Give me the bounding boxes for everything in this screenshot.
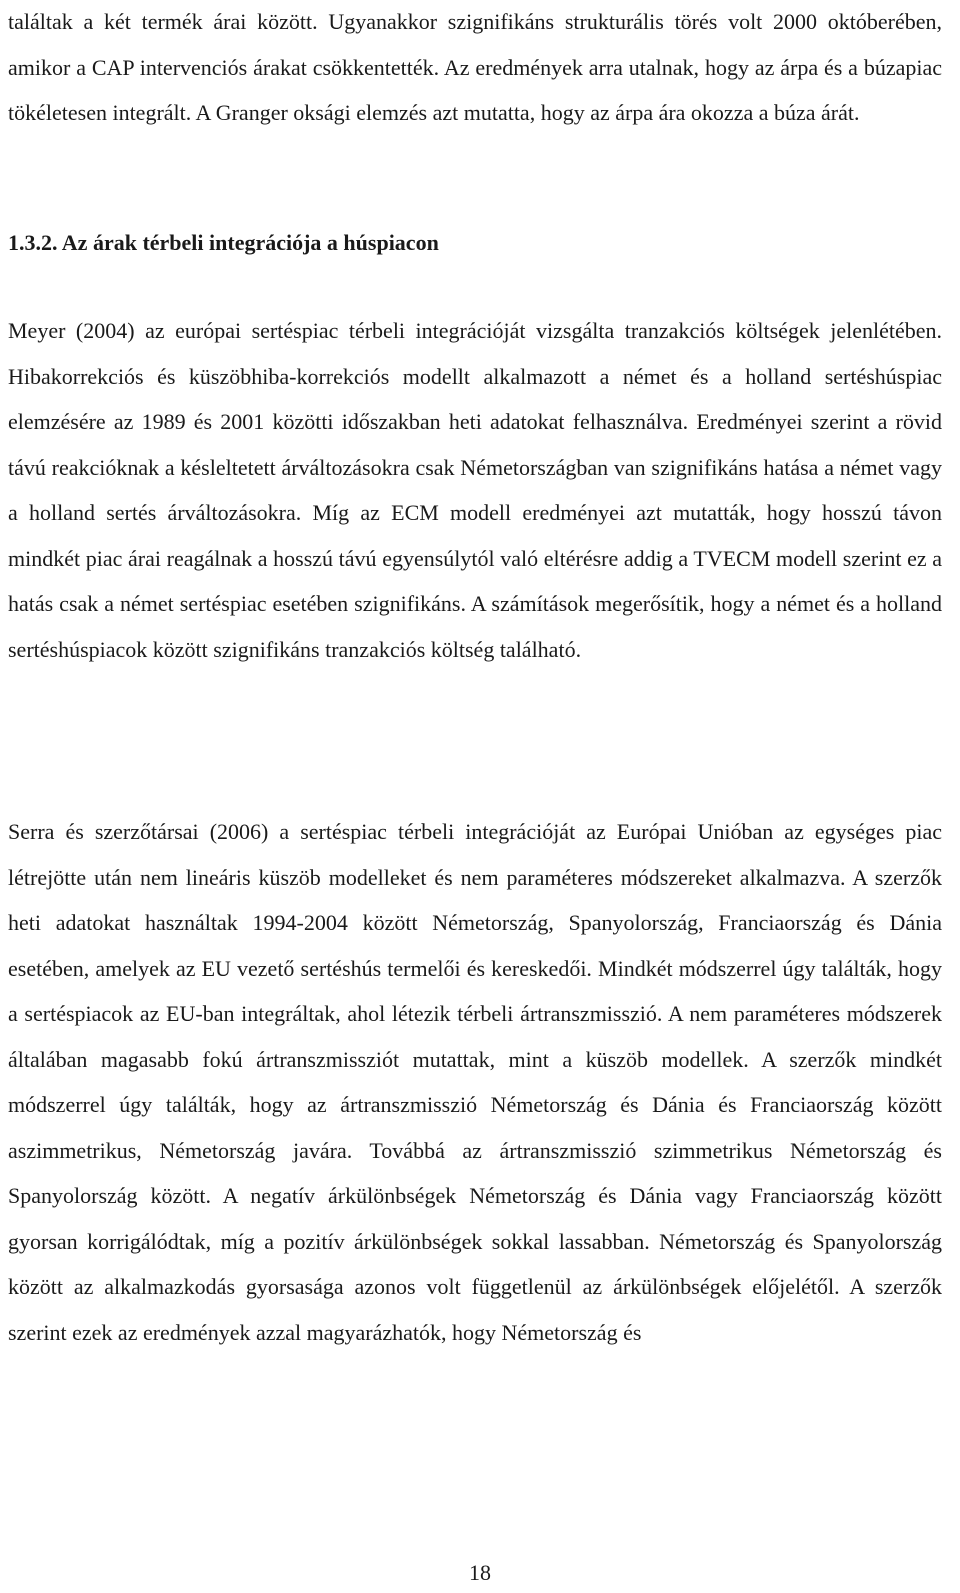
- page-number: 18: [469, 1560, 491, 1585]
- intro-paragraph: találtak a két termék árai között. Ugyanakkor szignifikáns strukturális törés volt 2000 októberében, amikor a CAP intervenciós árakat csökkentették. Az eredmények arra utalnak, hogy az árpa és a búzapiac tökéletesen integrált. A Granger oksági elemzés azt mutatta, hogy az árpa ára okozza a búza árát.: [8, 9, 942, 125]
- serra-paragraph: Serra és szerzőtársai (2006) a sertéspiac térbeli integrációját az Európai Unióban az egységes piac létrejötte után nem lineáris küszöb modelleket és nem paraméteres módszereket alkalmazva. A szerzők heti adatokat használtak 1994-2004 között Németország, Spanyolország, Franciaország és Dánia esetében, amelyek az EU vezető sertéshús termelői és kereskedői. Mindkét módszerrel úgy találták, hogy a sertéspiacok az EU-ban integráltak, ahol létezik térbeli ártranszmisszió. A nem paraméteres módszerek általában magasabb fokú ártranszmissziót mutattak, mint a küszöb modellek. A szerzők mindkét módszerrel úgy találták, hogy az ártranszmisszió Németország és Dánia és Franciaország között aszimmetrikus, Németország javára. Továbbá az ártranszmisszió szimmetrikus Németország és Spanyolország között. A negatív árkülönbségek Németország és Dánia vagy Franciaország között gyorsan korrigálódtak, míg a pozitív árkülönbségek sokkal lassabban. Németország és Spanyolország között az alkalmazkodás gyorsasága azonos volt függetlenül az árkülönbségek előjelétől. A szerzők szerint ezek az eredmények azzal magyarázhatók, hogy Németország és: [8, 819, 942, 1345]
- meyer-paragraph: Meyer (2004) az európai sertéspiac térbeli integrációját vizsgálta tranzakciós költségek jelenlétében. Hibakorrekciós és küszöbhiba-korrekciós modellt alkalmazott a német és a holland sertéshúspiac elemzésére az 1989 és 2001 közötti időszakban heti adatokat felhasználva. Eredményei szerint a rövid távú reakcióknak a késleltetett árváltozásokra csak Németországban van szignifikáns hatása a német vagy a holland sertés árváltozásokra. Míg az ECM modell eredményei azt mutatták, hogy hosszú távon mindkét piac árai reagálnak a hosszú távú egyensúlytól való eltérésre addig a TVECM modell szerint ez a hatás csak a német sertéspiac esetében szignifikáns. A számítások megerősítik, hogy a német és a holland sertéshúspiacok között szignifikáns tranzakciós költség található.: [8, 318, 942, 662]
- section-heading: 1.3.2. Az árak térbeli integrációja a húspiacon: [8, 230, 439, 255]
